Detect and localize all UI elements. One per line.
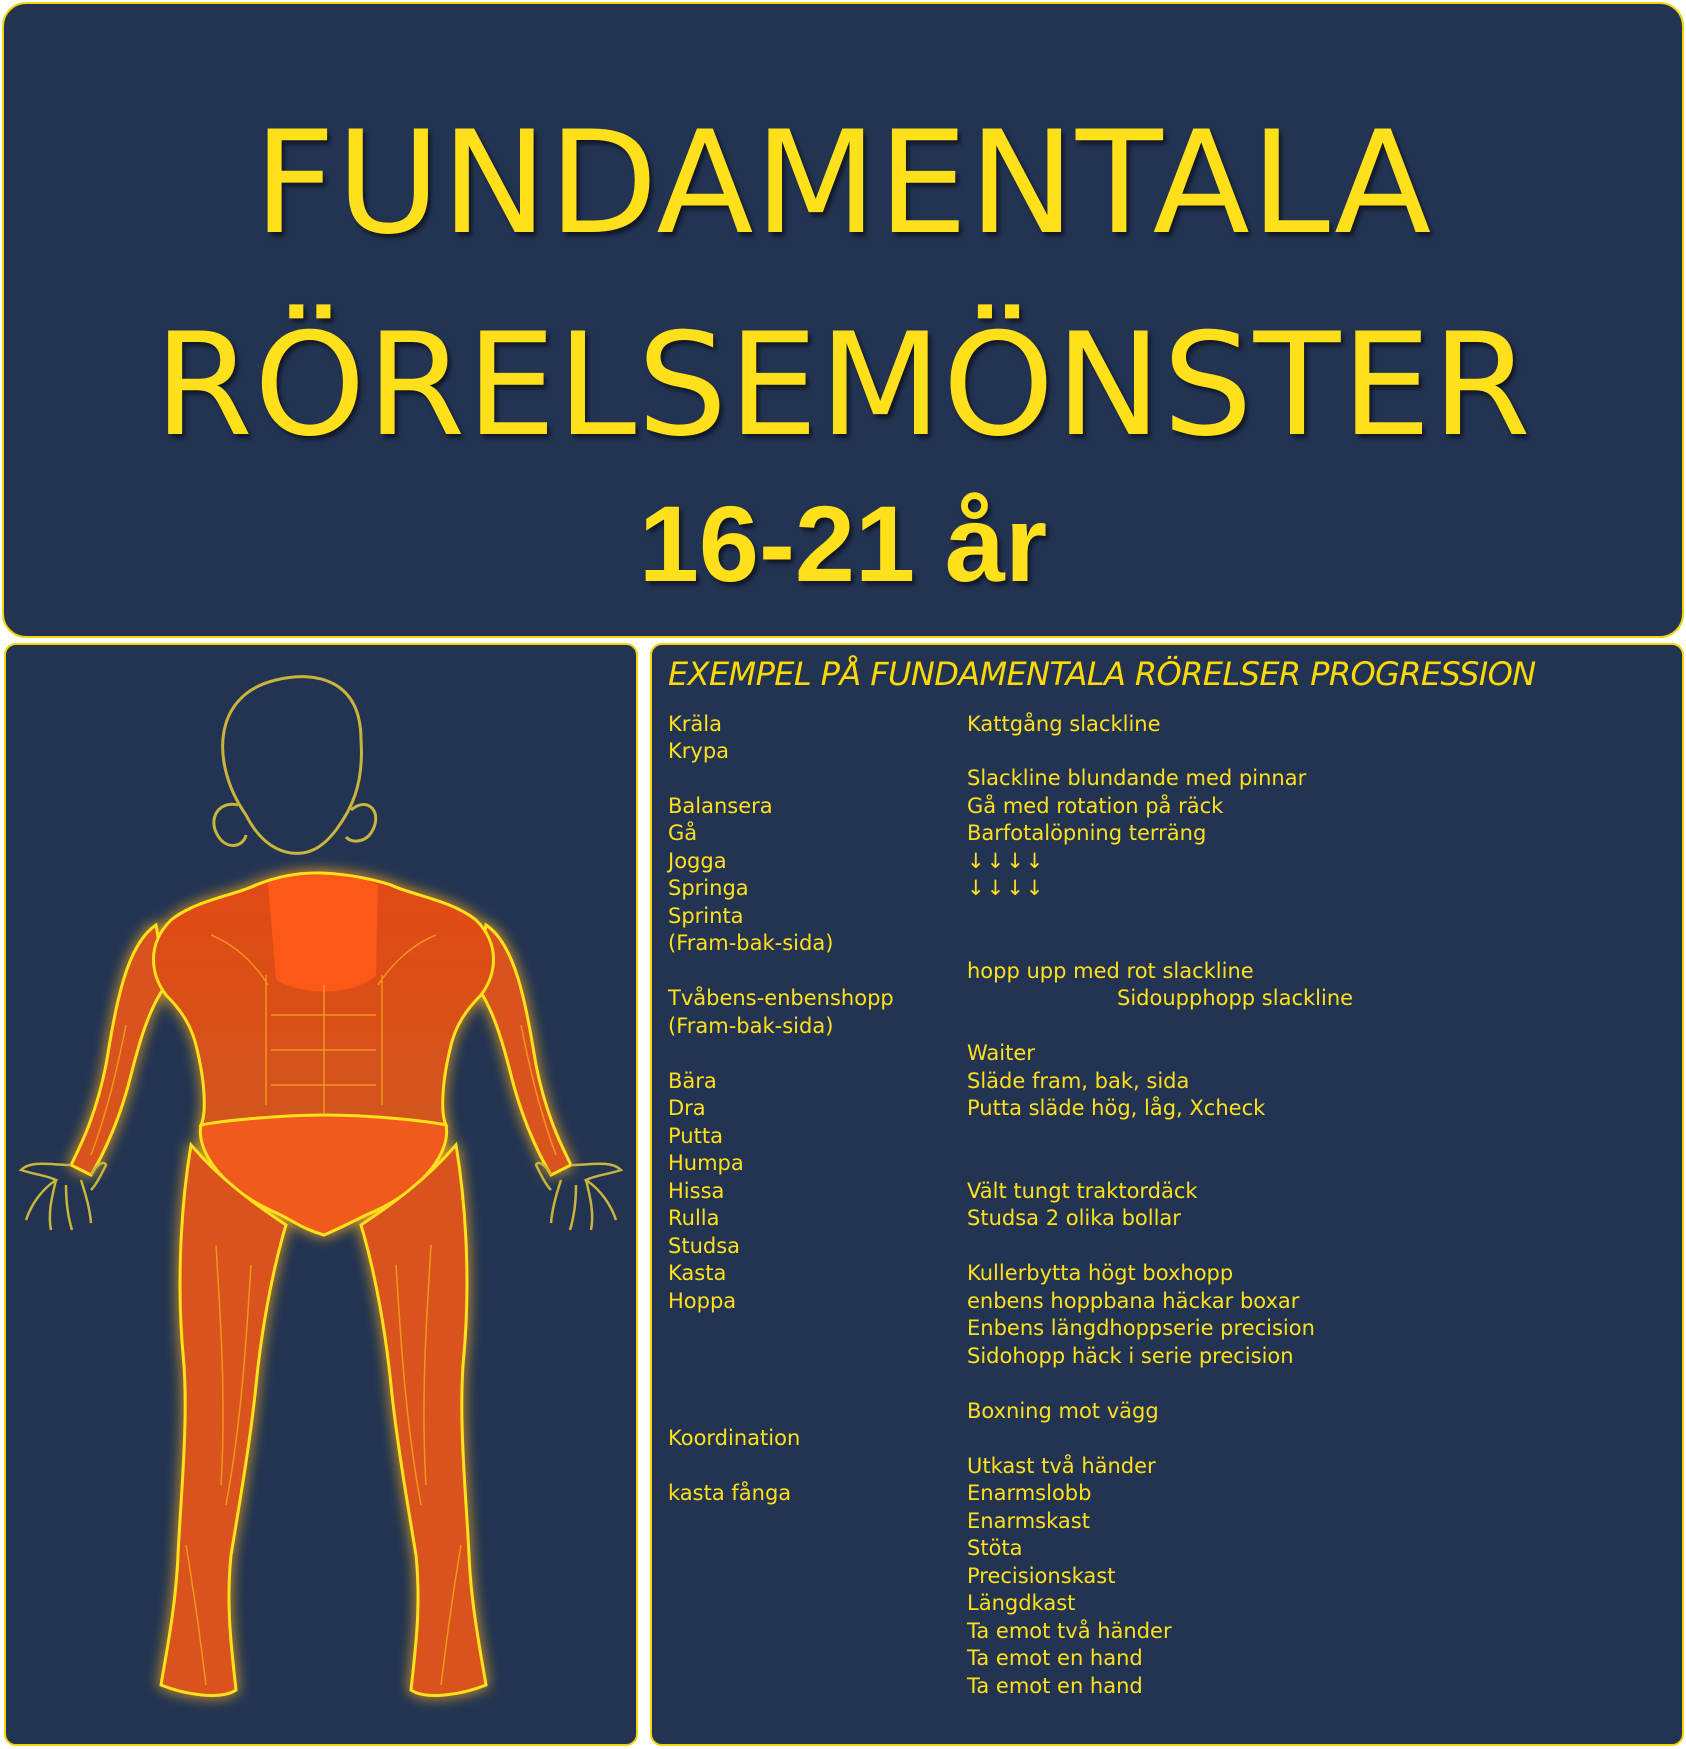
exercise-waiter: Waiter (967, 1041, 1035, 1065)
exercise-valt: Vält tungt traktordäck (967, 1179, 1198, 1203)
exercise-studsa-bollar: Studsa 2 olika bollar (967, 1206, 1181, 1230)
exercise-boxning: Boxning mot vägg (967, 1399, 1159, 1423)
movement-fram-bak-sida-1: (Fram-bak-sida) (668, 931, 834, 955)
exercise-langdkast: Längdkast (967, 1591, 1076, 1615)
exercise-arrows-2: ↓↓↓↓ (967, 876, 1046, 900)
exercise-ta-emot-en-1: Ta emot en hand (967, 1646, 1143, 1670)
movement-dra: Dra (668, 1096, 706, 1120)
movement-koordination: Koordination (668, 1426, 801, 1450)
progression-list-panel (650, 643, 1684, 1746)
movement-jogga: Jogga (668, 849, 727, 873)
head-outline (214, 677, 376, 854)
exercise-kattgang: Kattgång slackline (967, 712, 1161, 736)
movement-balansera: Balansera (668, 794, 773, 818)
exercise-precisionskast: Precisionskast (967, 1564, 1116, 1588)
movement-sprinta: Sprinta (668, 904, 744, 928)
header-banner (2, 2, 1684, 638)
exercise-enbens-langd: Enbens längdhoppserie precision (967, 1316, 1315, 1340)
movement-hissa: Hissa (668, 1179, 725, 1203)
exercise-enbens-hoppbana: enbens hoppbana häckar boxar (967, 1289, 1300, 1313)
movement-krala: Kräla (668, 712, 722, 736)
movement-krypa: Krypa (668, 739, 730, 763)
exercise-arrows-1: ↓↓↓↓ (967, 849, 1046, 873)
exercise-kullerbytta: Kullerbytta högt boxhopp (967, 1261, 1234, 1285)
exercise-sidoupphopp: Sidoupphopp slackline (1117, 986, 1354, 1010)
exercise-utkast: Utkast två händer (967, 1454, 1156, 1478)
muscle-body-illustration (6, 645, 636, 1744)
page-title-line-2: RÖRELSEMÖNSTER (154, 303, 1532, 468)
movement-hoppa: Hoppa (668, 1289, 737, 1313)
movement-fram-bak-sida-2: (Fram-bak-sida) (668, 1014, 834, 1038)
exercise-sidohopp: Sidohopp häck i serie precision (967, 1344, 1294, 1368)
exercise-stota: Stöta (967, 1536, 1023, 1560)
exercise-enarmskast: Enarmskast (967, 1509, 1090, 1533)
exercise-barfota: Barfotalöpning terräng (967, 821, 1207, 845)
exercise-ga-rotation: Gå med rotation på räck (967, 794, 1224, 818)
progression-heading: EXEMPEL PÅ FUNDAMENTALA RÖRELSER PROGRESSION (668, 655, 1536, 693)
movement-kasta: Kasta (668, 1261, 727, 1285)
exercise-enarmslobb: Enarmslobb (967, 1481, 1092, 1505)
anatomy-figure-panel (4, 643, 638, 1746)
exercise-slade: Släde fram, bak, sida (967, 1069, 1190, 1093)
movement-springa: Springa (668, 876, 749, 900)
muscle-detail-lines (91, 935, 556, 1685)
exercise-ta-emot-en-2: Ta emot en hand (967, 1674, 1143, 1698)
movement-rulla: Rulla (668, 1206, 720, 1230)
exercise-hopp-upp: hopp upp med rot slackline (967, 959, 1254, 983)
body-muscle-map (71, 873, 571, 1695)
movement-kasta-fanga: kasta fånga (668, 1481, 792, 1505)
movement-tvabens: Tvåbens-enbenshopp (668, 986, 894, 1010)
age-range-subtitle: 16-21 år (638, 483, 1048, 604)
movement-ga: Gå (668, 821, 698, 845)
movement-putta: Putta (668, 1124, 723, 1148)
movement-humpa: Humpa (668, 1151, 744, 1175)
exercise-slackline-blundande: Slackline blundande med pinnar (967, 766, 1307, 790)
page-title-line-1: FUNDAMENTALA (253, 101, 1433, 266)
exercise-ta-emot-tva: Ta emot två händer (967, 1619, 1172, 1643)
movement-studsa: Studsa (668, 1234, 741, 1258)
exercise-putta-slade: Putta släde hög, låg, Xcheck (967, 1096, 1266, 1120)
movement-bara: Bära (668, 1069, 717, 1093)
